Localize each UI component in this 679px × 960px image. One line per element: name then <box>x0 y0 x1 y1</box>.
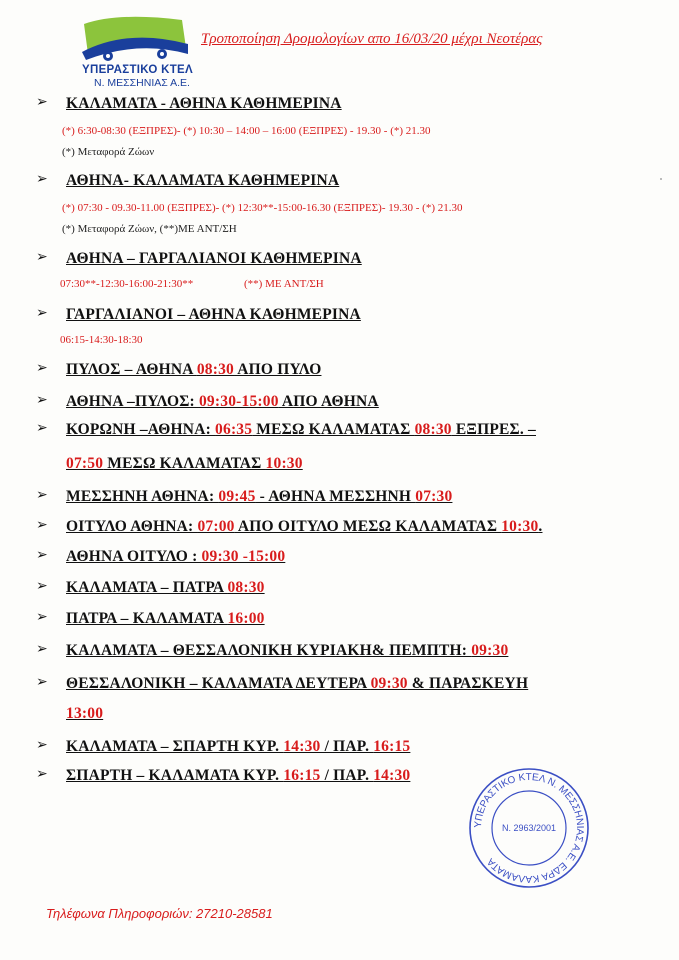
info-phone: Τηλέφωνα Πληροφοριών: 27210-28581 <box>46 906 273 921</box>
arrow-bullet-icon: ➢ <box>36 360 48 376</box>
route-time: 06:35 <box>215 421 253 438</box>
svg-text:Ν. 2963/2001: Ν. 2963/2001 <box>501 823 557 833</box>
route-title <box>66 393 379 411</box>
route-text: ΠΥΛΟΣ – ΑΘΗΝΑ <box>66 361 197 378</box>
route-title-continued <box>66 705 103 723</box>
company-logo <box>78 14 194 89</box>
route-title-continued <box>66 455 303 473</box>
route-time: 09:30 <box>370 675 408 692</box>
scan-speck <box>660 178 662 180</box>
route-title <box>66 518 542 536</box>
arrow-bullet-icon: ➢ <box>36 249 48 265</box>
svg-text:ΥΠΕΡΑΣΤΙΚΟ ΚΤΕΛ Ν. ΜΕΣΣΗΝΙΑΣ Α: ΥΠΕΡΑΣΤΙΚΟ ΚΤΕΛ Ν. ΜΕΣΣΗΝΙΑΣ Α.Ε. ΕΔΡΑ ΚΑΛΑΜΑΤΑ <box>472 771 586 885</box>
route-time: 08:30 <box>227 579 265 596</box>
arrow-bullet-icon: ➢ <box>36 547 48 563</box>
page-title: Τροποποίηση Δρομολογίων απο 16/03/20 μέχρι Νεοτέρας <box>201 31 543 47</box>
arrow-bullet-icon: ➢ <box>36 517 48 533</box>
route-departure-times: (*) 07:30 - 09.30-11.00 (ΕΞΠΡΕΣ)- (*) 12:30**-15:00-16.30 (ΕΞΠΡΕΣ)- 19.30 - (*) 21.30 <box>62 202 463 214</box>
route-time: 09:30 <box>471 642 509 659</box>
route-text: ΘΕΣΣΑΛΟΝΙΚΗ – ΚΑΛΑΜΑΤΑ ΔΕΥΤΕΡΑ <box>66 675 371 692</box>
arrow-bullet-icon: ➢ <box>36 609 48 625</box>
route-text: / ΠΑΡ. <box>320 767 374 784</box>
bus-logo-icon <box>78 14 194 66</box>
route-text: ΑΘΗΝΑ –ΠΥΛΟΣ: <box>66 393 199 410</box>
route-text: . <box>538 518 543 535</box>
route-text: ΑΠΟ ΑΘΗΝΑ <box>278 393 379 410</box>
route-time: 13:00 <box>66 705 104 722</box>
route-time: 07:00 <box>197 518 235 535</box>
route-text: ΚΟΡΩΝΗ –ΑΘΗΝΑ: <box>66 421 216 438</box>
route-title <box>66 675 528 693</box>
arrow-bullet-icon: ➢ <box>36 171 48 187</box>
logo-company-name: ΥΠΕΡΑΣΤΙΚΟ ΚΤΕΛ <box>82 64 193 76</box>
route-time: 16:00 <box>227 610 265 627</box>
route-text: - ΑΘΗΝΑ ΜΕΣΣΗΝΗ <box>255 488 416 505</box>
route-title <box>66 488 452 506</box>
logo-company-region: Ν. ΜΕΣΣΗΝΙΑΣ Α.Ε. <box>94 77 190 89</box>
arrow-bullet-icon: ➢ <box>36 578 48 594</box>
arrow-bullet-icon: ➢ <box>36 766 48 782</box>
route-time: 09:45 <box>218 488 256 505</box>
route-title: ΚΑΛΑΜΑΤΑ - ΑΘΗΝΑ ΚΑΘΗΜΕΡΙΝΑ <box>66 95 342 112</box>
route-text: ΜΕΣΩ ΚΑΛΑΜΑΤΑΣ <box>103 455 266 472</box>
route-title <box>66 421 536 439</box>
route-title: ΑΘΗΝΑ – ΓΑΡΓΑΛΙΑΝΟΙ ΚΑΘΗΜΕΡΙΝΑ <box>66 250 362 267</box>
route-time: 08:30 <box>196 361 235 378</box>
route-text: ΚΑΛΑΜΑΤΑ – ΠΑΤΡΑ <box>66 579 228 596</box>
route-time: 14:30 <box>283 738 321 755</box>
route-time: 07:30 <box>415 488 453 505</box>
stamp-seal-icon <box>466 765 592 891</box>
arrow-bullet-icon: ➢ <box>36 392 48 408</box>
route-title: ΑΘΗΝΑ- ΚΑΛΑΜΑΤΑ ΚΑΘΗΜΕΡΙΝΑ <box>66 172 340 189</box>
route-time: 09:30-15:00 <box>198 393 279 410</box>
route-title <box>66 642 508 660</box>
route-time: 16:15 <box>373 738 411 755</box>
arrow-bullet-icon: ➢ <box>36 737 48 753</box>
route-text: & ΠΑΡΑΣΚΕΥΗ <box>407 675 529 692</box>
route-title <box>66 767 410 785</box>
route-note: (**) ΜΕ ΑΝΤ/ΣΗ <box>244 278 324 290</box>
route-title <box>66 738 410 756</box>
route-title: ΓΑΡΓΑΛΙΑΝΟΙ – ΑΘΗΝΑ ΚΑΘΗΜΕΡΙΝΑ <box>66 306 361 323</box>
route-text: ΜΕΣΣΗΝΗ ΑΘΗΝΑ: <box>66 488 219 505</box>
route-text: ΑΠΟ ΟΙΤΥΛΟ ΜΕΣΩ ΚΑΛΑΜΑΤΑΣ <box>234 518 502 535</box>
arrow-bullet-icon: ➢ <box>36 94 48 110</box>
route-note: (*) Μεταφορά Ζώων <box>62 146 155 158</box>
company-stamp <box>466 765 592 891</box>
arrow-bullet-icon: ➢ <box>36 487 48 503</box>
arrow-bullet-icon: ➢ <box>36 305 48 321</box>
route-title <box>66 548 285 566</box>
route-text: ΕΞΠΡΕΣ. – <box>451 421 536 438</box>
route-text: ΑΠΟ ΠΥΛΟ <box>234 361 322 378</box>
route-time: 10:30 <box>501 518 539 535</box>
route-text: ΚΑΛΑΜΑΤΑ – ΣΠΑΡΤΗ ΚΥΡ. <box>66 738 284 755</box>
route-title <box>66 579 265 597</box>
route-text: ΑΘΗΝΑ ΟΙΤΥΛΟ : <box>66 548 202 565</box>
route-text: ΣΠΑΡΤΗ – ΚΑΛΑΜΑΤΑ ΚΥΡ. <box>66 767 284 784</box>
route-time: 14:30 <box>373 767 411 784</box>
route-title <box>66 610 265 628</box>
arrow-bullet-icon: ➢ <box>36 674 48 690</box>
route-time: 08:30 <box>414 421 452 438</box>
route-departure-times: (*) 6:30-08:30 (ΕΞΠΡΕΣ)- (*) 10:30 – 14:00 – 16:00 (ΕΞΠΡΕΣ) - 19.30 - (*) 21.30 <box>62 125 431 137</box>
route-text: ΠΑΤΡΑ – ΚΑΛΑΜΑΤΑ <box>66 610 228 627</box>
arrow-bullet-icon: ➢ <box>36 641 48 657</box>
route-time: 07:50 <box>66 455 104 472</box>
route-departure-times: 07:30**-12:30-16:00-21:30** <box>60 278 194 290</box>
route-time: 10:30 <box>265 455 303 472</box>
route-note: (*) Μεταφορά Ζώων, (**)ΜΕ ΑΝΤ/ΣΗ <box>62 223 237 235</box>
route-text: / ΠΑΡ. <box>320 738 374 755</box>
route-time: 09:30 -15:00 <box>201 548 286 565</box>
route-title <box>66 361 321 379</box>
route-text: ΟΙΤΥΛΟ ΑΘΗΝΑ: <box>66 518 198 535</box>
arrow-bullet-icon: ➢ <box>36 420 48 436</box>
route-text: ΜΕΣΩ ΚΑΛΑΜΑΤΑΣ <box>252 421 415 438</box>
route-time: 16:15 <box>283 767 321 784</box>
route-text: ΚΑΛΑΜΑΤΑ – ΘΕΣΣΑΛΟΝΙΚΗ ΚΥΡΙΑΚΗ& ΠΕΜΠΤΗ: <box>66 642 472 659</box>
route-departure-times: 06:15-14:30-18:30 <box>60 334 143 346</box>
